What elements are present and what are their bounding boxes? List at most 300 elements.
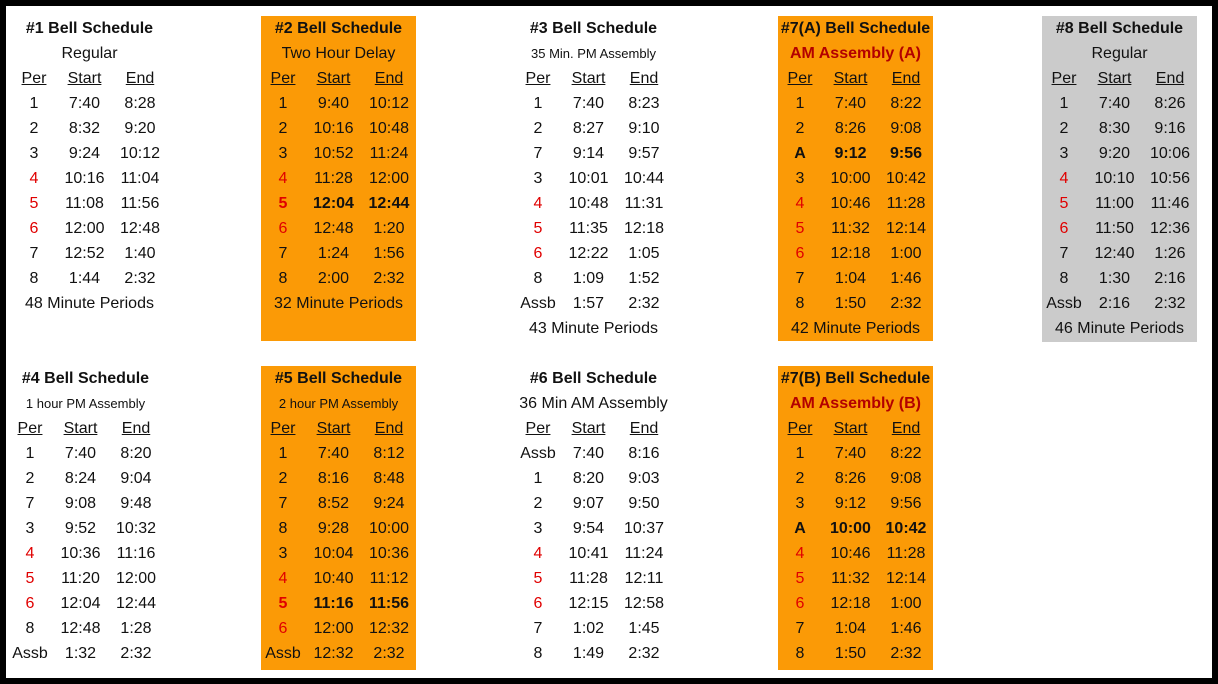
period-start: 12:22: [568, 245, 609, 262]
schedule-subtitle: 35 Min. PM Assembly: [531, 46, 656, 61]
period-end: 8:23: [628, 95, 660, 112]
period-start: 1:04: [834, 270, 867, 287]
period-start: 12:04: [60, 595, 101, 612]
period-start: 7:40: [1098, 95, 1131, 112]
period-per: 4: [533, 195, 543, 212]
period-row: [261, 491, 416, 516]
period-row: [778, 491, 933, 516]
period-end: 1:26: [1154, 245, 1186, 262]
period-end: 12:58: [623, 595, 665, 612]
period-start: 9:07: [572, 495, 605, 512]
period-end: 1:40: [124, 245, 156, 262]
period-per: 1: [25, 445, 35, 462]
period-row: [12, 241, 167, 266]
period-start: 7:40: [572, 95, 605, 112]
period-start: 8:24: [64, 470, 97, 487]
period-end: 10:48: [368, 120, 410, 137]
schedule-7a: [778, 16, 933, 341]
period-per: Assb: [265, 645, 301, 662]
schedule-subtitle: 2 hour PM Assembly: [278, 396, 399, 411]
period-start: 11:32: [831, 570, 870, 587]
period-start: 10:40: [313, 570, 354, 587]
period-start: 12:00: [64, 220, 105, 237]
period-end: 8:16: [628, 445, 660, 462]
period-end: 2:32: [628, 645, 660, 662]
period-per: 1: [795, 445, 805, 462]
period-row: [261, 441, 416, 466]
period-start: 10:52: [313, 145, 354, 162]
period-end: 11:31: [624, 195, 664, 212]
period-row: [1042, 266, 1197, 291]
period-start: 1:50: [834, 295, 867, 312]
period-end: 9:08: [890, 120, 922, 137]
period-row: [261, 466, 416, 491]
period-start: 11:50: [1095, 220, 1134, 237]
period-per: 3: [1059, 145, 1069, 162]
period-end: 11:24: [624, 545, 664, 562]
column-header-start: Start: [63, 420, 98, 437]
column-header-row: [261, 66, 416, 91]
period-row: [516, 616, 671, 641]
period-start: 7:40: [834, 445, 867, 462]
schedule-subtitle: 36 Min AM Assembly: [519, 395, 668, 412]
period-end: 2:16: [1154, 270, 1186, 287]
schedule-5: [261, 366, 416, 670]
period-row: [12, 166, 167, 191]
period-end: 10:56: [1149, 170, 1191, 187]
column-header-end: End: [629, 420, 659, 437]
period-end: 10:12: [119, 145, 161, 162]
period-row: [516, 591, 671, 616]
period-end: 12:00: [115, 570, 157, 587]
period-row: [516, 191, 671, 216]
period-per: 2: [278, 120, 288, 137]
period-row: [516, 116, 671, 141]
period-start: 9:40: [317, 95, 350, 112]
period-end: 9:56: [890, 495, 922, 512]
period-end: 11:04: [120, 170, 160, 187]
period-start: 10:16: [64, 170, 105, 187]
period-per: 1: [278, 445, 288, 462]
period-end: 9:48: [120, 495, 152, 512]
schedule-subtitle: Regular: [61, 45, 118, 62]
period-per: 5: [1059, 195, 1069, 212]
schedule-6: [516, 366, 671, 666]
period-per: 6: [29, 220, 39, 237]
period-end: 9:10: [628, 120, 660, 137]
period-per: 1: [278, 95, 288, 112]
period-per: 6: [1059, 220, 1069, 237]
period-row: [778, 166, 933, 191]
period-end: 12:44: [368, 195, 410, 212]
period-end: 10:36: [368, 545, 410, 562]
period-per: 7: [795, 270, 805, 287]
schedule-3: [516, 16, 671, 341]
period-row: [261, 591, 416, 616]
period-per: A: [794, 520, 806, 537]
period-per: 2: [533, 120, 543, 137]
schedule-title: #4 Bell Schedule: [21, 370, 150, 387]
period-per: 8: [1059, 270, 1069, 287]
period-row: [778, 616, 933, 641]
period-end: 1:56: [373, 245, 405, 262]
schedule-footer: 43 Minute Periods: [529, 320, 658, 337]
period-start: 10:00: [830, 520, 871, 537]
period-end: 10:12: [368, 95, 410, 112]
period-row: [778, 541, 933, 566]
schedule-subtitle: AM Assembly (A): [790, 45, 921, 62]
column-header-start: Start: [833, 70, 868, 87]
period-start: 12:18: [830, 595, 871, 612]
period-per: 7: [278, 495, 288, 512]
period-row: [516, 491, 671, 516]
period-row: [12, 266, 167, 291]
period-row: [778, 466, 933, 491]
period-per: 1: [533, 470, 543, 487]
column-header-start: Start: [833, 420, 868, 437]
period-per: 5: [278, 595, 288, 612]
period-row: [516, 166, 671, 191]
period-start: 8:30: [1098, 120, 1131, 137]
period-start: 2:16: [1098, 295, 1131, 312]
period-start: 9:52: [64, 520, 97, 537]
period-start: 8:32: [68, 120, 101, 137]
period-end: 9:57: [628, 145, 660, 162]
period-start: 7:40: [317, 445, 350, 462]
column-header-end: End: [374, 420, 404, 437]
period-per: 1: [1059, 95, 1069, 112]
period-start: 11:16: [313, 595, 354, 612]
period-per: 2: [795, 120, 805, 137]
schedule-title: #5 Bell Schedule: [274, 370, 403, 387]
period-start: 1:24: [317, 245, 350, 262]
period-row: [1042, 91, 1197, 116]
period-per: 7: [278, 245, 288, 262]
period-end: 12:14: [885, 570, 927, 587]
period-start: 11:35: [569, 220, 608, 237]
period-start: 7:40: [64, 445, 97, 462]
period-start: 7:40: [68, 95, 101, 112]
period-start: 1:32: [64, 645, 97, 662]
period-per: 6: [795, 245, 805, 262]
period-end: 9:03: [628, 470, 660, 487]
period-per: Assb: [12, 645, 48, 662]
period-per: 4: [29, 170, 39, 187]
column-header-row: [778, 66, 933, 91]
period-row: [516, 466, 671, 491]
period-end: 10:32: [115, 520, 157, 537]
period-row: [1042, 216, 1197, 241]
period-end: 9:16: [1154, 120, 1186, 137]
period-row: [516, 441, 671, 466]
period-per: 8: [533, 270, 543, 287]
period-row: [778, 291, 933, 316]
period-per: 7: [1059, 245, 1069, 262]
period-row: [12, 216, 167, 241]
column-header-start: Start: [571, 70, 606, 87]
period-end: 9:56: [889, 145, 923, 162]
period-end: 12:14: [885, 220, 927, 237]
period-row: [8, 541, 163, 566]
period-per: 8: [278, 520, 288, 537]
period-row: [778, 641, 933, 666]
period-per: A: [794, 145, 806, 162]
period-per: 7: [533, 145, 543, 162]
period-start: 11:20: [61, 570, 100, 587]
period-row: [1042, 141, 1197, 166]
period-per: 2: [278, 470, 288, 487]
column-header-row: [8, 416, 163, 441]
period-start: 8:20: [572, 470, 605, 487]
period-start: 10:46: [830, 545, 871, 562]
period-per: 7: [29, 245, 39, 262]
period-start: 1:04: [834, 620, 867, 637]
column-header-per: Per: [17, 420, 43, 437]
period-row: [778, 566, 933, 591]
period-start: 12:18: [830, 245, 871, 262]
period-per: 5: [29, 195, 39, 212]
period-per: 4: [278, 170, 288, 187]
period-end: 10:44: [623, 170, 665, 187]
schedule-subtitle: Regular: [1091, 45, 1148, 62]
period-end: 1:00: [890, 595, 922, 612]
period-row: [516, 541, 671, 566]
period-row: [8, 566, 163, 591]
period-row: [261, 166, 416, 191]
period-per: 4: [1059, 170, 1069, 187]
period-end: 1:00: [890, 245, 922, 262]
period-per: 1: [533, 95, 543, 112]
period-end: 10:06: [1149, 145, 1191, 162]
period-per: 8: [278, 270, 288, 287]
period-end: 2:32: [120, 645, 152, 662]
period-row: [1042, 191, 1197, 216]
column-header-row: [12, 66, 167, 91]
period-end: 2:32: [373, 645, 405, 662]
period-row: [516, 241, 671, 266]
period-row: [261, 266, 416, 291]
period-end: 8:20: [120, 445, 152, 462]
period-per: 3: [25, 520, 35, 537]
schedule-title: #7(B) Bell Schedule: [780, 370, 931, 387]
column-header-per: Per: [270, 70, 296, 87]
schedule-footer: 46 Minute Periods: [1055, 320, 1184, 337]
column-header-per: Per: [270, 420, 296, 437]
period-end: 11:46: [1150, 195, 1190, 212]
period-row: [516, 266, 671, 291]
period-row: [8, 441, 163, 466]
period-end: 8:12: [373, 445, 405, 462]
column-header-end: End: [1155, 70, 1185, 87]
period-end: 12:36: [1149, 220, 1191, 237]
period-start: 12:00: [313, 620, 354, 637]
period-end: 11:12: [369, 570, 409, 587]
period-start: 9:14: [572, 145, 605, 162]
period-start: 1:09: [572, 270, 605, 287]
period-start: 8:27: [572, 120, 605, 137]
period-end: 1:46: [890, 620, 922, 637]
period-row: [12, 91, 167, 116]
period-start: 12:04: [313, 195, 354, 212]
period-end: 8:22: [890, 445, 922, 462]
period-per: 8: [533, 645, 543, 662]
column-header-start: Start: [316, 70, 351, 87]
period-row: [1042, 166, 1197, 191]
period-row: [1042, 116, 1197, 141]
schedule-title: #8 Bell Schedule: [1055, 20, 1184, 37]
period-start: 10:04: [313, 545, 354, 562]
period-start: 10:01: [568, 170, 609, 187]
period-per: 6: [795, 595, 805, 612]
period-per: 6: [25, 595, 35, 612]
period-per: 6: [533, 595, 543, 612]
period-end: 9:04: [120, 470, 152, 487]
period-row: [778, 116, 933, 141]
period-start: 8:16: [317, 470, 350, 487]
period-end: 2:32: [890, 645, 922, 662]
period-row: [261, 516, 416, 541]
period-per: 3: [278, 545, 288, 562]
period-row: [778, 591, 933, 616]
period-per: 7: [533, 620, 543, 637]
period-row: [516, 291, 671, 316]
period-per: 3: [795, 495, 805, 512]
column-header-row: [261, 416, 416, 441]
period-per: 8: [25, 620, 35, 637]
period-start: 11:28: [314, 170, 353, 187]
period-end: 12:32: [368, 620, 410, 637]
period-end: 12:11: [624, 570, 664, 587]
period-row: [8, 491, 163, 516]
period-per: Assb: [520, 445, 556, 462]
period-per: 2: [795, 470, 805, 487]
period-per: 2: [29, 120, 39, 137]
period-end: 1:52: [628, 270, 660, 287]
period-row: [261, 141, 416, 166]
period-row: [516, 216, 671, 241]
column-header-end: End: [629, 70, 659, 87]
period-start: 1:57: [572, 295, 605, 312]
period-end: 1:46: [890, 270, 922, 287]
column-header-row: [778, 416, 933, 441]
schedule-title: #7(A) Bell Schedule: [780, 20, 931, 37]
period-start: 10:46: [830, 195, 871, 212]
period-start: 8:26: [834, 470, 867, 487]
period-start: 1:44: [68, 270, 101, 287]
schedule-subtitle: Two Hour Delay: [281, 45, 396, 62]
period-per: 3: [533, 170, 543, 187]
period-start: 12:48: [60, 620, 101, 637]
period-end: 2:32: [628, 295, 660, 312]
period-end: 11:24: [369, 145, 409, 162]
period-end: 10:00: [368, 520, 410, 537]
period-row: [261, 241, 416, 266]
period-end: 10:42: [885, 520, 927, 537]
period-row: [261, 191, 416, 216]
period-end: 12:18: [623, 220, 665, 237]
column-header-per: Per: [21, 70, 47, 87]
period-row: [8, 641, 163, 666]
period-per: 2: [533, 495, 543, 512]
period-start: 9:54: [572, 520, 605, 537]
period-end: 11:28: [886, 195, 926, 212]
schedule-subtitle: 1 hour PM Assembly: [25, 396, 146, 411]
period-row: [516, 516, 671, 541]
column-header-start: Start: [67, 70, 102, 87]
period-row: [261, 116, 416, 141]
period-row: [12, 141, 167, 166]
period-end: 12:48: [119, 220, 161, 237]
period-start: 11:32: [831, 220, 870, 237]
period-row: [261, 91, 416, 116]
column-header-end: End: [891, 70, 921, 87]
column-header-per: Per: [1051, 70, 1077, 87]
period-per: 7: [25, 495, 35, 512]
period-per: 4: [25, 545, 35, 562]
column-header-per: Per: [787, 420, 813, 437]
period-row: [516, 641, 671, 666]
column-header-start: Start: [316, 420, 351, 437]
period-start: 2:00: [317, 270, 350, 287]
schedule-footer: 48 Minute Periods: [25, 295, 154, 312]
period-end: 8:26: [1154, 95, 1186, 112]
period-row: [261, 566, 416, 591]
period-start: 9:08: [64, 495, 97, 512]
period-per: 1: [29, 95, 39, 112]
period-end: 8:48: [373, 470, 405, 487]
period-per: Assb: [520, 295, 556, 312]
period-start: 11:00: [1095, 195, 1134, 212]
period-per: 3: [278, 145, 288, 162]
period-row: [12, 191, 167, 216]
period-per: 5: [795, 570, 805, 587]
period-start: 12:32: [313, 645, 354, 662]
period-row: [778, 441, 933, 466]
period-row: [261, 641, 416, 666]
schedule-2: [261, 16, 416, 341]
period-start: 8:52: [317, 495, 350, 512]
bell-schedules-sheet: [6, 6, 1212, 678]
period-row: [8, 616, 163, 641]
period-start: 9:24: [68, 145, 101, 162]
column-header-row: [516, 416, 671, 441]
period-row: [516, 91, 671, 116]
period-start: 10:00: [830, 170, 871, 187]
period-end: 1:45: [628, 620, 660, 637]
schedule-title: #3 Bell Schedule: [529, 20, 658, 37]
period-start: 10:48: [568, 195, 609, 212]
period-row: [261, 616, 416, 641]
period-per: 5: [795, 220, 805, 237]
column-header-start: Start: [1097, 70, 1132, 87]
period-row: [778, 241, 933, 266]
period-per: 3: [29, 145, 39, 162]
period-row: [516, 566, 671, 591]
period-end: 9:24: [373, 495, 405, 512]
period-row: [778, 141, 933, 166]
column-header-end: End: [891, 420, 921, 437]
period-end: 12:44: [115, 595, 157, 612]
column-header-end: End: [374, 70, 404, 87]
schedule-title: #2 Bell Schedule: [274, 20, 403, 37]
period-start: 10:16: [313, 120, 354, 137]
period-row: [12, 116, 167, 141]
period-start: 11:28: [569, 570, 608, 587]
period-end: 11:56: [120, 195, 160, 212]
period-per: 2: [25, 470, 35, 487]
schedule-7b: [778, 366, 933, 670]
period-row: [1042, 291, 1197, 316]
